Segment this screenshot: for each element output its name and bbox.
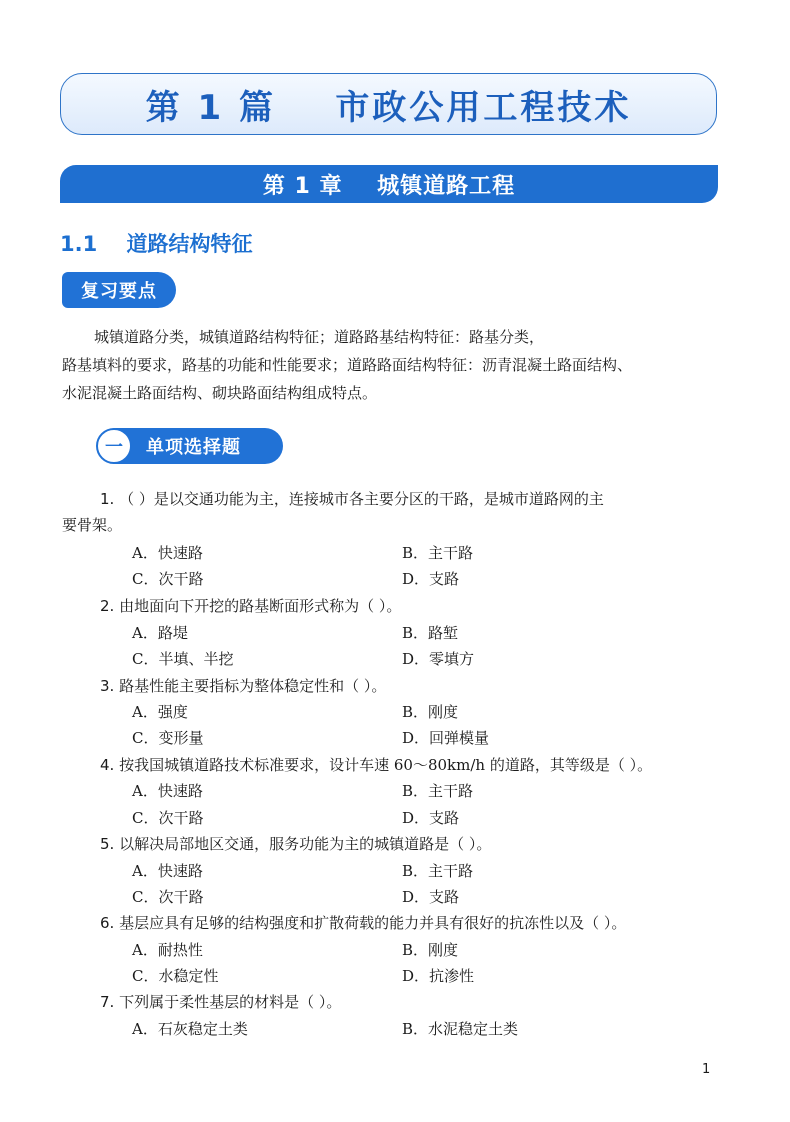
question-number: 5. <box>100 835 115 853</box>
option-a: A．路堤 <box>132 624 188 642</box>
section-title: 1.1 道路结构特征 <box>60 232 253 256</box>
option-a: A．快速路 <box>132 782 203 800</box>
question-4 <box>100 754 652 775</box>
option-d: D．支路 <box>402 809 460 827</box>
section-number-circle: 一 <box>96 428 132 464</box>
option-c: C．半填、半挖 <box>132 650 234 668</box>
page-number: 1 <box>702 1062 711 1077</box>
question-number: 1. <box>100 490 115 508</box>
option-d: D．回弹模量 <box>402 729 490 747</box>
chapter-title: 第 1 章 城镇道路工程 <box>262 173 516 199</box>
part-title-banner <box>60 73 717 135</box>
question-number: 2. <box>100 597 115 615</box>
review-points-badge: 复习要点 <box>62 272 176 308</box>
option-d: D．支路 <box>402 888 460 906</box>
question-text-continuation: 要骨架。 <box>62 516 123 534</box>
question-1 <box>100 488 604 509</box>
option-b: B．主干路 <box>402 544 474 562</box>
option-c: C．次干路 <box>132 888 204 906</box>
option-b: B．刚度 <box>402 941 459 959</box>
option-d: D．抗渗性 <box>402 967 475 985</box>
review-text-line: 水泥混凝土路面结构、砌块路面结构组成特点。 <box>62 384 378 402</box>
question-section-header <box>98 428 283 464</box>
question-number: 7. <box>100 993 115 1011</box>
review-text-line: 城镇道路分类，城镇道路结构特征；道路路基结构特征：路基分类， <box>94 328 545 346</box>
option-d: D．支路 <box>402 570 460 588</box>
question-text: 基层应具有足够的结构强度和扩散荷载的能力并具有很好的抗冻性以及（ ）。 <box>119 914 627 932</box>
question-text: 按我国城镇道路技术标准要求，设计车速 60～80km/h 的道路，其等级是（ ）。 <box>119 756 653 774</box>
question-text: 下列属于柔性基层的材料是（ ）。 <box>119 993 342 1011</box>
option-a: A．快速路 <box>132 862 203 880</box>
option-d: D．零填方 <box>402 650 475 668</box>
question-text: （ ）是以交通功能为主，连接城市各主要分区的干路，是城市道路网的主 <box>119 490 604 508</box>
question-number: 3. <box>100 677 115 695</box>
question-text: 路基性能主要指标为整体稳定性和（ ）。 <box>119 677 387 695</box>
chapter-title-bar <box>60 165 718 203</box>
option-b: B．刚度 <box>402 703 459 721</box>
option-b: B．主干路 <box>402 782 474 800</box>
option-a: A．耐热性 <box>132 941 203 959</box>
question-6 <box>100 912 626 933</box>
question-number: 4. <box>100 756 115 774</box>
option-c: C．次干路 <box>132 809 204 827</box>
option-c: C．水稳定性 <box>132 967 219 985</box>
option-a: A．石灰稳定土类 <box>132 1020 248 1038</box>
question-7 <box>100 991 341 1012</box>
option-b: B．主干路 <box>402 862 474 880</box>
option-b: B．水泥稳定土类 <box>402 1020 519 1038</box>
review-text-line: 路基填料的要求，路基的功能和性能要求；道路路面结构特征：沥青混凝土路面结构、 <box>62 356 633 374</box>
question-text: 以解决局部地区交通，服务功能为主的城镇道路是（ ）。 <box>119 835 492 853</box>
option-a: A．强度 <box>132 703 188 721</box>
part-title: 第 1 篇 市政公用工程技术 <box>145 87 632 128</box>
option-b: B．路堑 <box>402 624 459 642</box>
question-3 <box>100 675 386 696</box>
option-c: C．次干路 <box>132 570 204 588</box>
question-text: 由地面向下开挖的路基断面形式称为（ ）。 <box>119 597 402 615</box>
section-label: 单项选择题 <box>146 437 241 458</box>
question-number: 6. <box>100 914 115 932</box>
question-2 <box>100 595 401 616</box>
option-a: A．快速路 <box>132 544 203 562</box>
option-c: C．变形量 <box>132 729 204 747</box>
question-5 <box>100 833 491 854</box>
